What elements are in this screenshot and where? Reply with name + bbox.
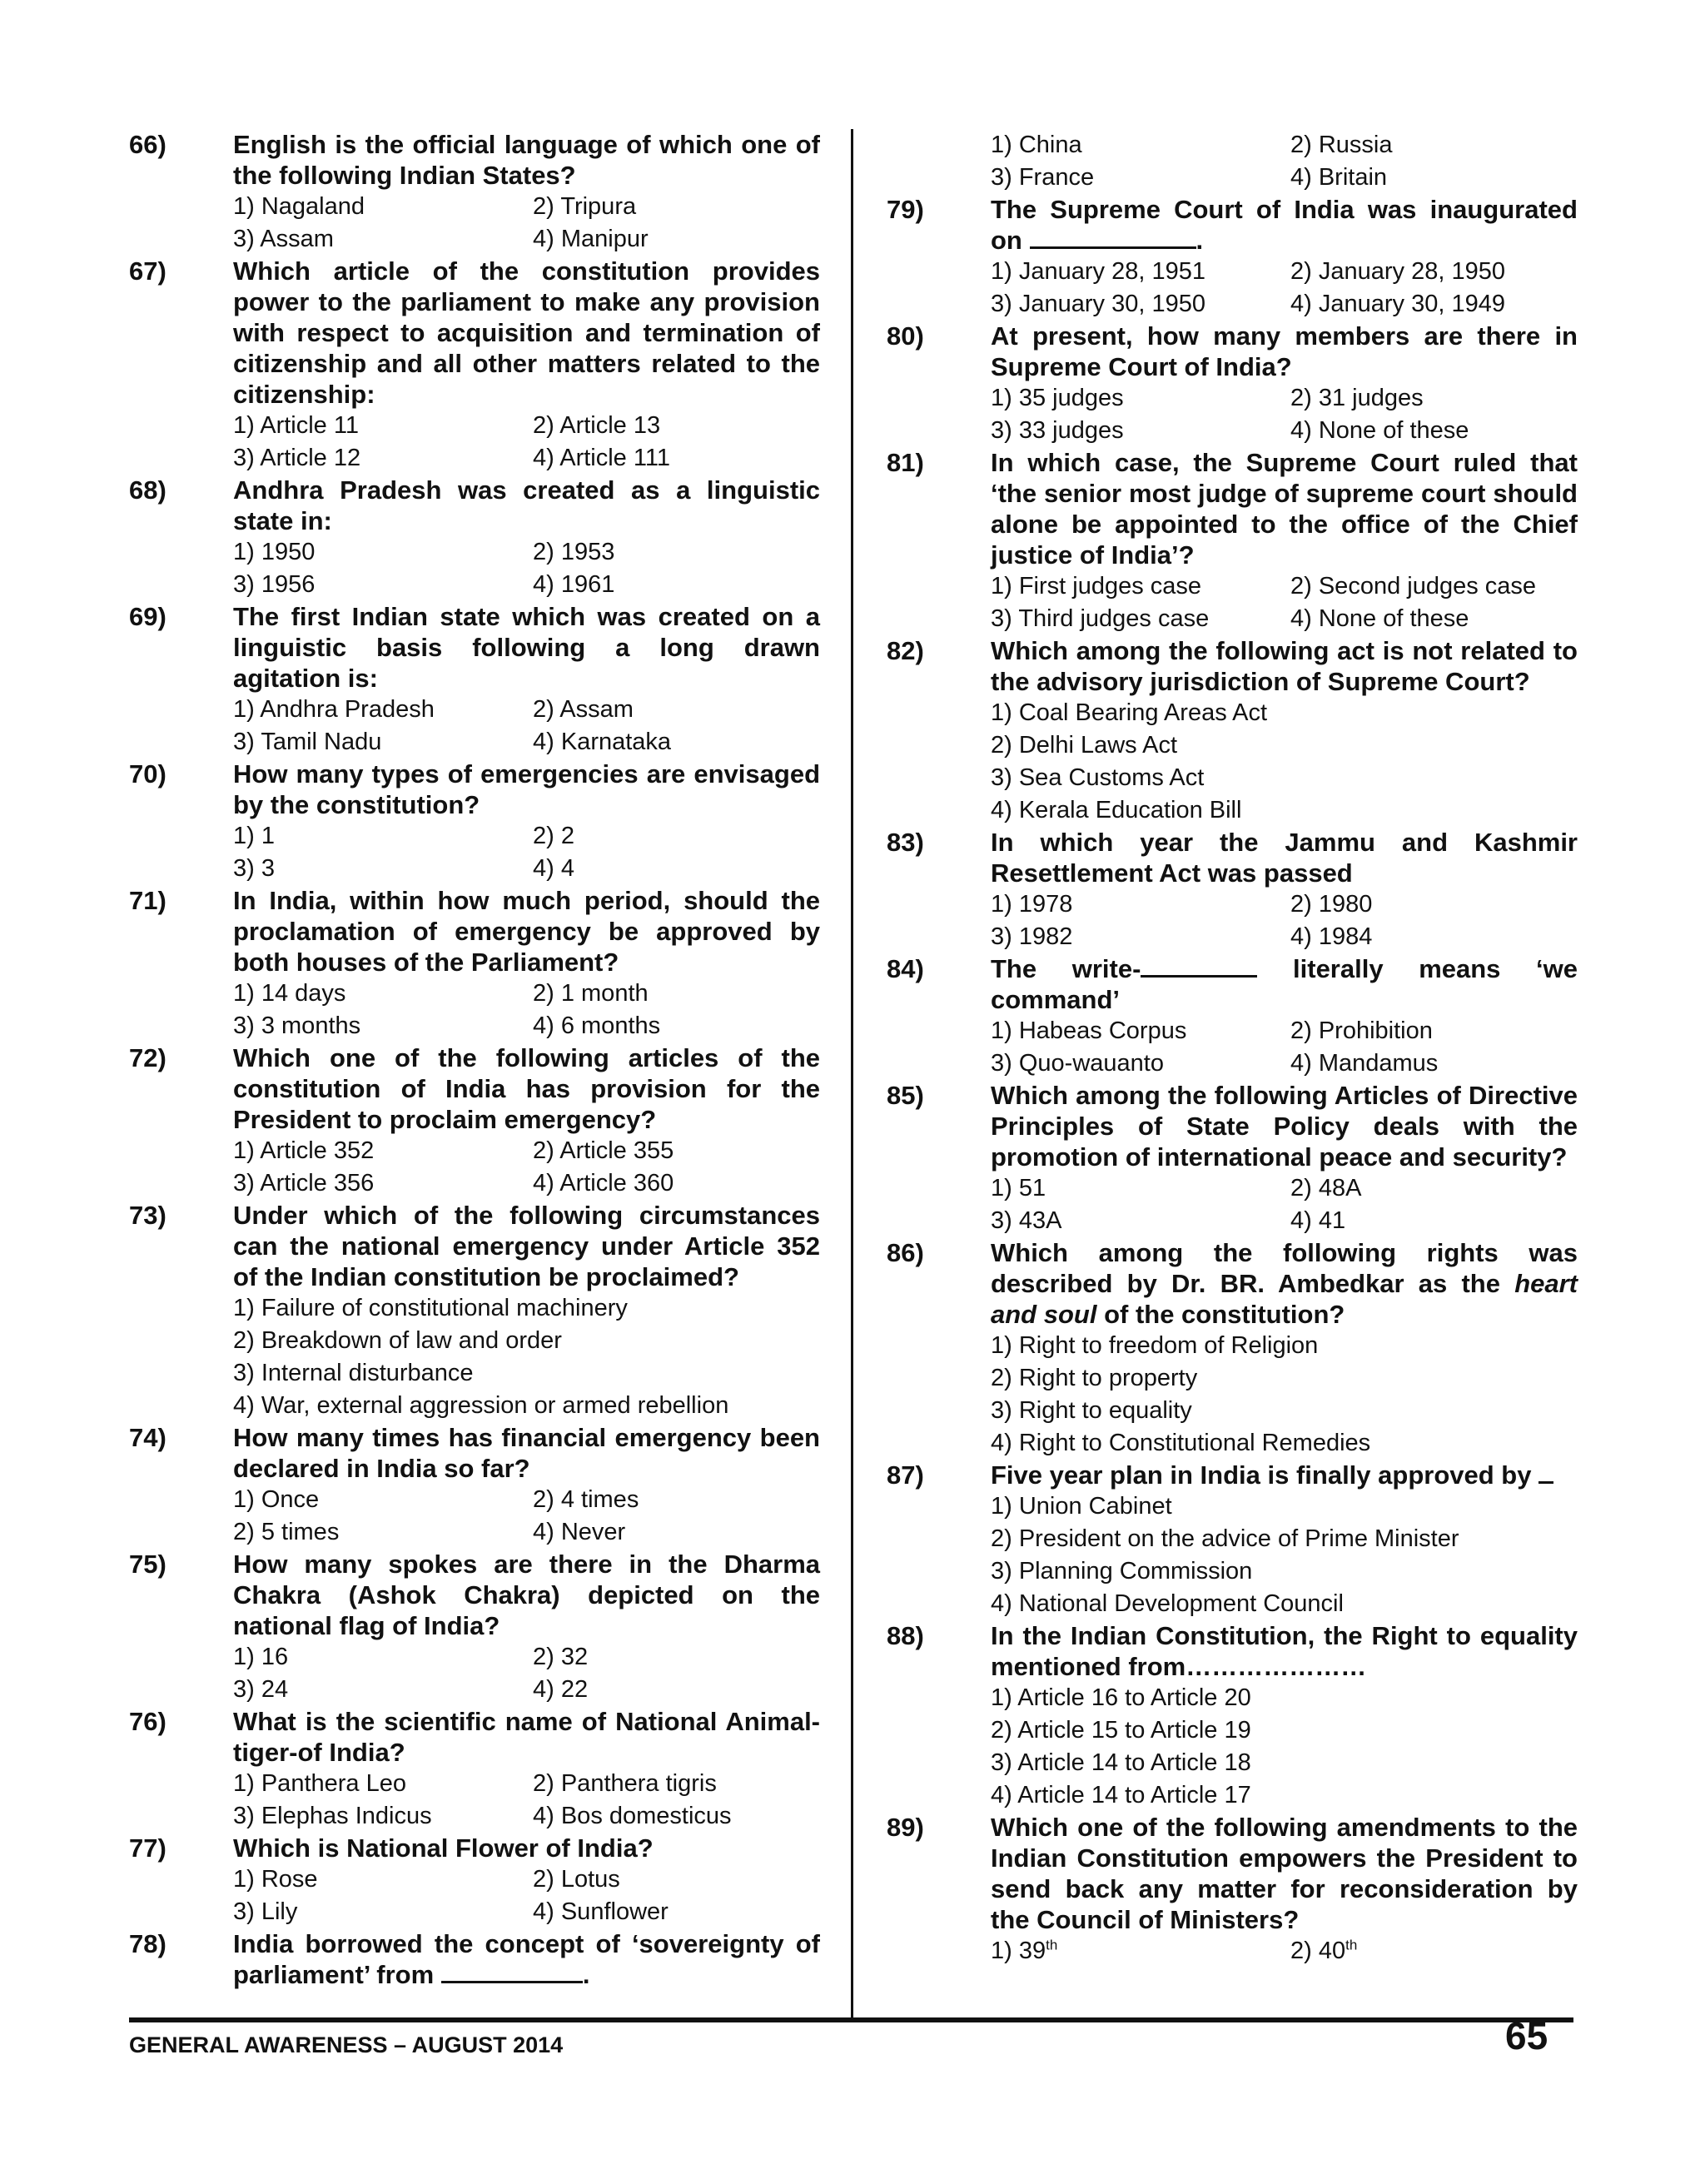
option: 4) Mandamus: [1290, 1050, 1439, 1077]
option: 2) Article 355: [533, 1137, 674, 1164]
question-number: 83): [887, 828, 924, 857]
option: 4) Britain: [1290, 164, 1388, 191]
option: 4) 22: [533, 1676, 589, 1703]
option: 2) 1 month: [533, 980, 649, 1007]
question-number: 88): [887, 1621, 924, 1650]
option: 4) Right to Constitutional Remedies: [991, 1430, 1371, 1456]
option: 2) Delhi Laws Act: [991, 732, 1178, 759]
question-71: [129, 885, 820, 1042]
option: 2) 2: [533, 823, 574, 849]
option: 1) 16: [233, 1644, 289, 1670]
question-number: 84): [887, 954, 924, 983]
question-text: Which is National Flower of India?: [233, 1833, 654, 1863]
option: 4) Karnataka: [533, 729, 672, 755]
question-text-part: .: [1195, 226, 1204, 255]
question-text-part: literally means ‘we command’: [991, 954, 1578, 1014]
option: 1) 35 judges: [991, 385, 1124, 411]
question-text-part: .: [582, 1960, 590, 1989]
question-86: [887, 1237, 1578, 1460]
option: 4) None of these: [1290, 605, 1469, 632]
question-text: [991, 953, 1578, 1015]
question-88: [887, 1620, 1578, 1812]
question-text-part: Which among the following rights was described by Dr. BR. Ambedkar as the: [991, 1238, 1578, 1298]
question-text: [233, 1928, 820, 1990]
option: 1) Coal Bearing Areas Act: [991, 699, 1268, 726]
option: 2) Second judges case: [1290, 573, 1537, 599]
option-text: 2) 40: [1290, 1938, 1346, 1964]
option: 2) Lotus: [533, 1866, 620, 1893]
question-number: 69): [129, 602, 167, 631]
question-number: 73): [129, 1201, 167, 1230]
question-72: [129, 1042, 820, 1200]
question-78: [129, 1928, 820, 1990]
option: 1) Habeas Corpus: [991, 1017, 1187, 1044]
option: 1) 1978: [991, 891, 1073, 918]
option: [991, 1935, 1290, 1968]
question-text-part: of the constitution?: [1096, 1300, 1345, 1329]
option: 2) President on the advice of Prime Minister: [991, 1525, 1459, 1552]
option: 4) None of these: [1290, 417, 1469, 444]
option: 2) 1953: [533, 539, 615, 565]
question-text: Which among the following Articles of Directive Principles of State Policy deals with the promotion of international peace and security?: [991, 1081, 1578, 1172]
question-75: [129, 1549, 820, 1706]
question-text: In the Indian Constitution, the Right to equality mentioned from…………………: [991, 1621, 1578, 1681]
option: 4) 1984: [1290, 923, 1373, 950]
option: 3) Article 356: [233, 1170, 375, 1196]
option: 4) Article 14 to Article 17: [991, 1782, 1251, 1808]
option: 1) China: [991, 132, 1082, 158]
question-number: 74): [129, 1423, 167, 1452]
option: 3) Elephas Indicus: [233, 1803, 432, 1829]
option: 2) Panthera tigris: [533, 1770, 717, 1797]
option: [1290, 1935, 1578, 1968]
option-superscript: th: [1345, 1937, 1358, 1953]
option: 3) Quo-wauanto: [991, 1050, 1164, 1077]
question-text: Andhra Pradesh was created as a linguistic state in:: [233, 475, 820, 535]
question-text-part: Five year plan in India is finally approved by: [991, 1460, 1532, 1490]
question-text: [991, 194, 1578, 256]
question-76: [129, 1706, 820, 1833]
option-text: 1) 39: [991, 1938, 1046, 1964]
question-number: 77): [129, 1833, 167, 1863]
option: 3) 1956: [233, 571, 316, 598]
question-78-continued: [887, 129, 1578, 194]
option: 4) 41: [1290, 1207, 1346, 1234]
question-number: [887, 129, 991, 194]
option: 4) Kerala Education Bill: [991, 797, 1242, 823]
question-82: [887, 635, 1578, 827]
option: 3) Article 12: [233, 445, 361, 471]
option: 2) 1980: [1290, 891, 1373, 918]
option: 2) Assam: [533, 696, 634, 723]
option: 1) Once: [233, 1486, 320, 1513]
option: 2) Russia: [1290, 132, 1393, 158]
question-68: [129, 475, 820, 601]
question-number: 66): [129, 130, 167, 159]
question-text: [991, 1237, 1578, 1330]
question-text: How many times has financial emergency been declared in India so far?: [233, 1423, 820, 1483]
question-84: [887, 953, 1578, 1080]
question-79: [887, 194, 1578, 321]
question-66: [129, 129, 820, 256]
footer-rule: [129, 2017, 1573, 2022]
option: 4) January 30, 1949: [1290, 291, 1505, 317]
question-text: How many types of emergencies are envisaged by the constitution?: [233, 759, 820, 819]
question-73: [129, 1200, 820, 1422]
option: 4) Manipur: [533, 226, 649, 252]
question-number: 87): [887, 1460, 924, 1490]
option: 2) Article 13: [533, 412, 661, 439]
option: 3) France: [991, 164, 1095, 191]
question-77: [129, 1833, 820, 1928]
option: 1) Rose: [233, 1866, 318, 1893]
question-text: How many spokes are there in the Dharma Chakra (Ashok Chakra) depicted on the national flag of India?: [233, 1550, 820, 1640]
question-74: [129, 1422, 820, 1549]
question-text: At present, how many members are there in Supreme Court of India?: [991, 321, 1578, 381]
question-number: 67): [129, 256, 167, 286]
question-text: Which one of the following articles of the constitution of India has provision for the President to proclaim emergency?: [233, 1043, 820, 1134]
option: 1) Right to freedom of Religion: [991, 1332, 1319, 1359]
answer-blank: [1141, 953, 1257, 978]
option: 3) 24: [233, 1676, 289, 1703]
right-column: [887, 129, 1578, 1968]
question-text: Under which of the following circumstances can the national emergency under Article 352 of the Indian constitution be proclaimed?: [233, 1201, 820, 1291]
option-superscript: th: [1046, 1937, 1058, 1953]
option: 1) Andhra Pradesh: [233, 696, 435, 723]
option: 4) 1961: [533, 571, 615, 598]
question-text: Which one of the following amendments to the Indian Constitution empowers the President to send back any matter for reconsideration by the Council of Ministers?: [991, 1813, 1578, 1934]
question-number: 75): [129, 1550, 167, 1579]
question-number: 68): [129, 475, 167, 505]
option: 4) National Development Council: [991, 1590, 1344, 1617]
option: 1) Failure of constitutional machinery: [233, 1295, 628, 1321]
option: 3) January 30, 1950: [991, 291, 1205, 317]
option: 3) 33 judges: [991, 417, 1124, 444]
option: 2) January 28, 1950: [1290, 258, 1505, 285]
answer-blank: [441, 1959, 583, 1983]
option: 4) Never: [533, 1519, 626, 1545]
option: 1) 1950: [233, 539, 316, 565]
option: 3) Sea Customs Act: [991, 764, 1205, 791]
question-number: 78): [129, 1929, 167, 1958]
option: 3) Tamil Nadu: [233, 729, 382, 755]
question-70: [129, 759, 820, 885]
option: 3) Article 14 to Article 18: [991, 1749, 1251, 1776]
option: 2) 31 judges: [1290, 385, 1424, 411]
question-69: [129, 601, 820, 759]
option: 2) Right to property: [991, 1365, 1198, 1391]
question-text-part: India borrowed the concept of ‘sovereignty of parliament’ from: [233, 1929, 820, 1989]
option: 1) Article 352: [233, 1137, 375, 1164]
question-number: 76): [129, 1707, 167, 1736]
question-text-part: The Supreme Court of India was inaugurated on: [991, 195, 1578, 255]
option: 3) Assam: [233, 226, 334, 252]
question-text-italic: heart and soul: [991, 1269, 1578, 1329]
option: 3) Planning Commission: [991, 1558, 1253, 1585]
question-text: English is the official language of which one of the following Indian States?: [233, 130, 820, 190]
option: 1) January 28, 1951: [991, 258, 1205, 285]
option: 4) Bos domesticus: [533, 1803, 732, 1829]
option: 4) 6 months: [533, 1012, 661, 1039]
option: 1) 51: [991, 1175, 1046, 1201]
question-83: [887, 827, 1578, 953]
option: 2) 32: [533, 1644, 589, 1670]
option: 3) Internal disturbance: [233, 1360, 474, 1386]
option: 2) 48A: [1290, 1175, 1362, 1201]
option: 3) 3 months: [233, 1012, 361, 1039]
question-text: What is the scientific name of National Animal-tiger-of India?: [233, 1707, 820, 1767]
question-text: [991, 1460, 1578, 1490]
option: 1) Article 11: [233, 412, 359, 439]
option: 3) 43A: [991, 1207, 1062, 1234]
option: 4) 4: [533, 855, 574, 882]
option: 2) 4 times: [533, 1486, 639, 1513]
option: 1) Panthera Leo: [233, 1770, 406, 1797]
option: 3) Third judges case: [991, 605, 1210, 632]
option: 2) 5 times: [233, 1519, 340, 1545]
question-number: 79): [887, 195, 924, 224]
option: 1) Nagaland: [233, 193, 365, 220]
page-number: 65: [1505, 2014, 1548, 2057]
question-number: 86): [887, 1238, 924, 1267]
answer-blank: [1538, 1460, 1553, 1484]
option: 2) Prohibition: [1290, 1017, 1433, 1044]
column-divider: [851, 129, 853, 2017]
question-text: In India, within how much period, should the proclamation of emergency be approved by both houses of the Parliament?: [233, 886, 820, 977]
option: 1) 1: [233, 823, 275, 849]
option: 3) Right to equality: [991, 1397, 1192, 1424]
question-number: 89): [887, 1813, 924, 1842]
question-89: [887, 1812, 1578, 1968]
question-text: The first Indian state which was created on a linguistic basis following a long drawn agitation is:: [233, 602, 820, 693]
question-67: [129, 256, 820, 475]
option: 3) Lily: [233, 1898, 298, 1925]
question-text: Which among the following act is not related to the advisory jurisdiction of Supreme Court?: [991, 636, 1578, 696]
question-number: 85): [887, 1081, 924, 1110]
option: 2) Article 15 to Article 19: [991, 1717, 1251, 1744]
question-number: 71): [129, 886, 167, 915]
option: 4) War, external aggression or armed rebellion: [233, 1392, 729, 1419]
question-number: 82): [887, 636, 924, 665]
option: 2) Breakdown of law and order: [233, 1327, 562, 1354]
question-text: Which article of the constitution provides power to the parliament to make any provision with respect to acquisition and termination of citizenship and all other matters related to the citizenship:: [233, 256, 820, 409]
option: 4) Sunflower: [533, 1898, 669, 1925]
question-text-part: The write-: [991, 954, 1141, 983]
footer-title: GENERAL AWARENESS – AUGUST 2014: [129, 2032, 564, 2057]
left-column: [129, 129, 820, 1990]
option: 1) 14 days: [233, 980, 346, 1007]
option: 1) Union Cabinet: [991, 1493, 1172, 1520]
option: 4) Article 360: [533, 1170, 674, 1196]
question-text: In which year the Jammu and Kashmir Resettlement Act was passed: [991, 828, 1578, 888]
answer-blank: [1030, 225, 1196, 249]
question-number: 81): [887, 448, 924, 477]
question-number: 72): [129, 1043, 167, 1072]
question-number: 70): [129, 759, 167, 789]
option: 4) Article 111: [533, 445, 670, 471]
question-number: 80): [887, 321, 924, 351]
question-87: [887, 1460, 1578, 1620]
question-text: In which case, the Supreme Court ruled that ‘the senior most judge of supreme court should alone be appointed to the office of the Chief justice of India’?: [991, 448, 1578, 570]
question-85: [887, 1080, 1578, 1237]
question-80: [887, 321, 1578, 447]
option: 3) 3: [233, 855, 275, 882]
option: 2) Tripura: [533, 193, 637, 220]
option: 1) Article 16 to Article 20: [991, 1684, 1251, 1711]
option: 1) First judges case: [991, 573, 1202, 599]
question-81: [887, 447, 1578, 635]
option: 3) 1982: [991, 923, 1073, 950]
